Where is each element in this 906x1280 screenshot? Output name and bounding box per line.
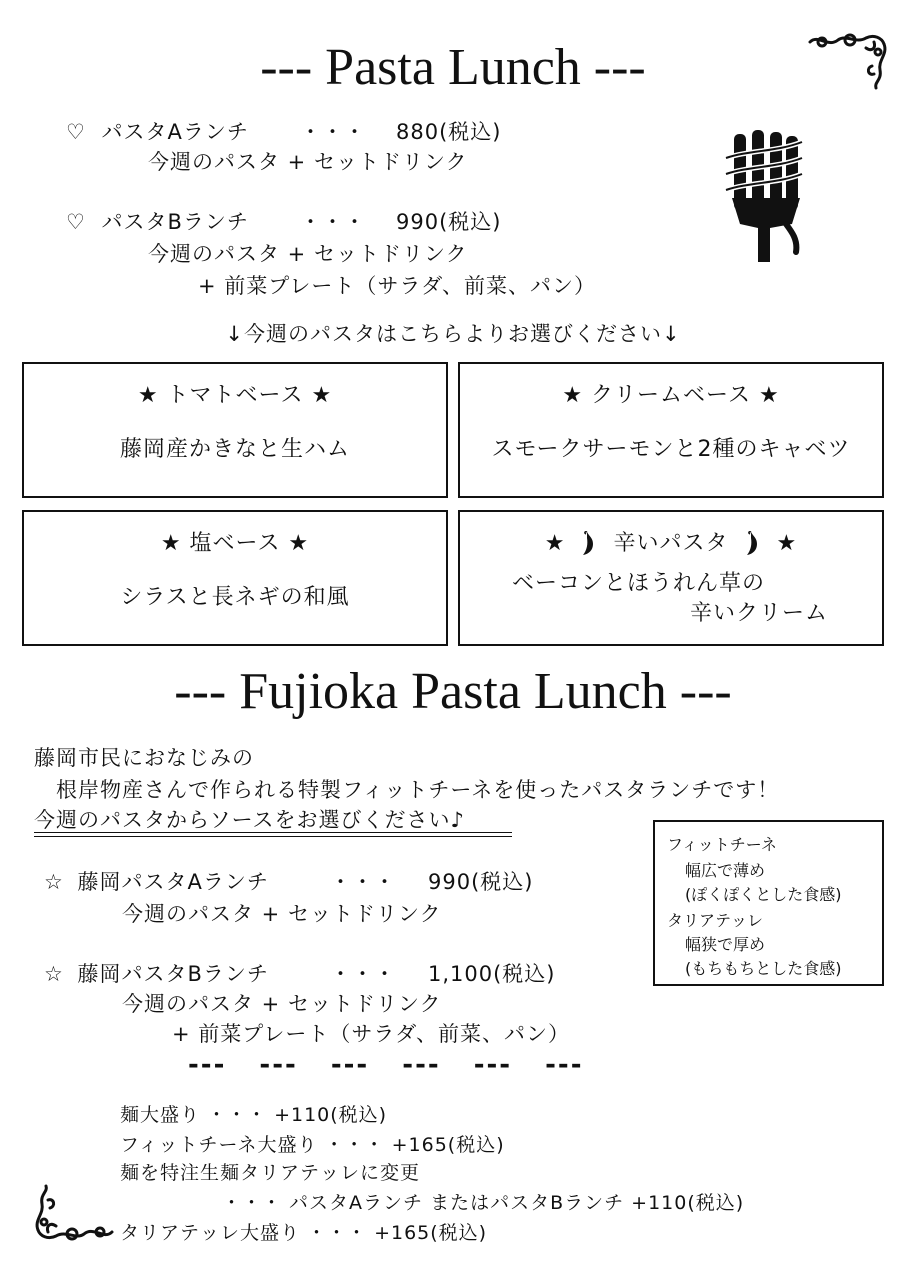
option-large-noodle: 麺大盛り ・・・ +110(税込) [120,1104,388,1126]
heart-icon: ♡ [66,120,86,144]
noodle-note-box [653,820,884,986]
plan-desc: 今週のパスタ + セットドリンク [122,992,442,1016]
box-header [460,526,882,557]
box-header-label: 辛いパスタ [613,531,729,556]
plan-price: 990(税込) [396,210,502,234]
pasta-option-box [458,510,884,646]
plan-desc-extra: + 前菜プレート（サラダ、前菜、パン） [172,1022,570,1046]
underline [34,832,512,833]
option-large-tagliatelle: タリアテッレ大盛り ・・・ +165(税込) [120,1222,488,1244]
pasta-option-box [22,362,448,498]
plan-a-row [66,116,249,146]
box-header: ★ 塩ベース ★ [160,531,310,556]
plan-desc-extra: + 前菜プレート（サラダ、前菜、パン） [198,274,596,298]
box-body: シラスと長ネギの和風 [120,585,350,610]
option-change-tagliatelle: 麺を特注生麺タリアテッレに変更 [120,1162,421,1184]
fork-with-pasta-icon [720,128,806,262]
heart-icon: ♡ [66,210,86,234]
section2-title: --- Fujioka Pasta Lunch --- [174,663,732,720]
underline [34,836,512,837]
box-body: 藤岡産かきなと生ハム [119,437,350,462]
box-header: ★ クリームベース ★ [562,383,780,408]
note-fettuccine-desc: 幅広で薄め [685,861,766,880]
chili-pepper-icon [579,530,599,556]
plan-dots: ・・・ [330,962,396,986]
box-body: スモークサーモンと2種のキャベツ [491,437,851,462]
plan-desc: 今週のパスタ + セットドリンク [122,902,442,926]
pasta-option-box [458,362,884,498]
section1-title: --- Pasta Lunch --- [260,39,646,96]
intro-line-3: 今週のパスタからソースをお選びください♪ [34,808,465,832]
star-icon: ★ [776,531,798,556]
plan-desc: 今週のパスタ + セットドリンク [148,242,468,266]
box-header: ★ トマトベース ★ [137,383,333,408]
star-outline-icon: ☆ [44,870,64,894]
choose-note: ↓今週のパスタはこちらよりお選びください↓ [225,322,681,346]
note-fettuccine: フィットチーネ [667,835,777,854]
fujioka-plan-a-row [44,866,269,896]
plan-name: パスタAランチ [101,120,249,144]
plan-name: 藤岡パスタAランチ [77,870,269,894]
note-fettuccine-texture: (ぽくぽくとした食感) [685,885,842,904]
chili-pepper-icon [743,530,763,556]
note-tagliatelle-texture: (もちもちとした食感) [685,959,842,978]
note-tagliatelle: タリアテッレ [667,911,764,930]
plan-b-row [66,206,249,236]
plan-price: 880(税込) [396,120,502,144]
plan-price: 1,100(税込) [428,962,556,986]
plan-name: パスタBランチ [101,210,249,234]
plan-dots: ・・・ [330,870,396,894]
plan-desc: 今週のパスタ + セットドリンク [148,150,468,174]
box-body-line2: 辛いクリーム [690,601,829,626]
plan-dots: ・・・ [300,210,366,234]
fujioka-plan-b-row [44,958,269,988]
option-large-fettuccine: フィットチーネ大盛り ・・・ +165(税込) [120,1134,505,1156]
note-tagliatelle-desc: 幅狭で厚め [685,935,766,954]
option-change-tagliatelle-price: ・・・ パスタAランチ またはパスタBランチ +110(税込) [222,1192,745,1214]
intro-line-2: 根岸物産さんで作られる特製フィットチーネを使ったパスタランチです！ [56,778,780,802]
dash-divider: --- --- --- --- --- --- [188,1050,584,1080]
plan-price: 990(税込) [428,870,534,894]
pasta-option-box [22,510,448,646]
plan-dots: ・・・ [300,120,366,144]
flourish-ornament-icon [32,1182,116,1244]
plan-name: 藤岡パスタBランチ [77,962,269,986]
star-icon: ★ [544,531,566,556]
intro-line-1: 藤岡市民におなじみの [34,746,254,770]
box-body: ベーコンとほうれん草の [512,571,766,596]
star-outline-icon: ☆ [44,962,64,986]
